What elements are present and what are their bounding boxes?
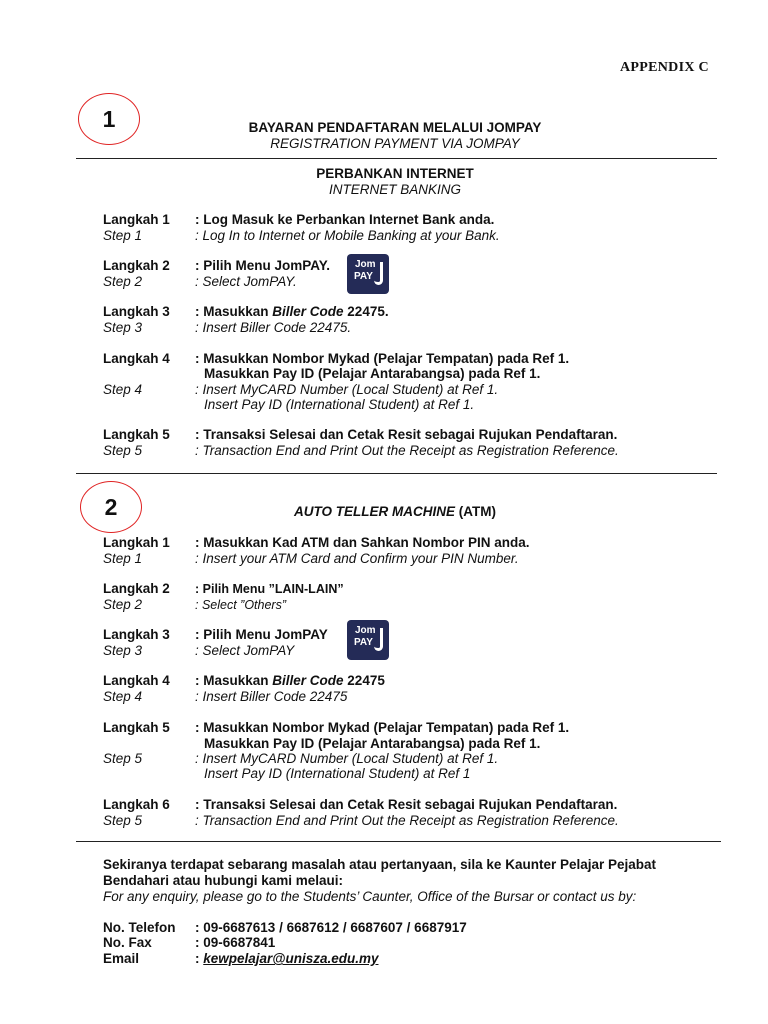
jompay-logo-text-1: Jom <box>355 625 376 636</box>
s2-step6-label-ms: Langkah 6 <box>103 797 170 812</box>
section-1-subtitle-ms: PERBANKAN INTERNET <box>316 166 474 181</box>
s1-step2-text-en: : Select JomPAY. <box>195 274 297 289</box>
divider <box>76 158 717 159</box>
s1-step3-label-ms: Langkah 3 <box>103 304 170 319</box>
s2-step1-text-ms: : Masukkan Kad ATM dan Sahkan Nombor PIN anda. <box>195 535 530 550</box>
jompay-logo-text-2: PAY <box>354 637 373 648</box>
s1-step4-text-en: : Insert MyCARD Number (Local Student) at Ref 1. <box>195 382 499 397</box>
jompay-hook-icon <box>374 262 383 285</box>
section-1-title-en: REGISTRATION PAYMENT VIA JOMPAY <box>270 136 520 151</box>
s1-step5-text-ms: : Transaksi Selesai dan Cetak Resit sebagai Rujukan Pendaftaran. <box>195 427 618 442</box>
s2-step1-label-en: Step 1 <box>103 551 143 566</box>
divider <box>76 841 721 842</box>
phone-label: No. Telefon <box>103 920 176 935</box>
s1-step4-label-en: Step 4 <box>103 382 143 397</box>
fax-label: No. Fax <box>103 935 152 950</box>
email-colon: : <box>195 951 204 966</box>
s1-step4-text-ms: : Masukkan Nombor Mykad (Pelajar Tempatan) pada Ref 1. <box>195 351 570 366</box>
enquiry-text-ms: Sekiranya terdapat sebarang masalah atau pertanyaan, sila ke Kaunter Pelajar Pejabat Bendahari atau hubungi kami melaui: <box>103 857 657 888</box>
s2-step5-label-ms: Langkah 5 <box>103 720 170 735</box>
section-2-title-b: (ATM) <box>455 504 496 519</box>
s1-step5-label-en: Step 5 <box>103 443 143 458</box>
s2-step2-text-ms: : Pilih Menu ”LAIN-LAIN” <box>195 582 344 596</box>
section-1-title-ms: BAYARAN PENDAFTARAN MELALUI JOMPAY <box>248 120 542 135</box>
s2-step6-label-en: Step 5 <box>103 813 143 828</box>
jompay-hook-icon <box>374 628 383 651</box>
jompay-logo-icon <box>347 620 389 660</box>
s2-step1-text-en: : Insert your ATM Card and Confirm your PIN Number. <box>195 551 519 566</box>
s1-step2-text-ms: : Pilih Menu JomPAY. <box>195 258 331 273</box>
appendix-label: APPENDIX C <box>620 60 709 75</box>
section-1-subtitle-en: INTERNET BANKING <box>328 182 461 197</box>
email-label: Email <box>103 951 140 966</box>
jompay-logo-text-2: PAY <box>354 271 373 282</box>
s2-step5-text-ms: : Masukkan Nombor Mykad (Pelajar Tempatan) pada Ref 1. <box>195 720 570 735</box>
s2-step6-text-en: : Transaction End and Print Out the Receipt as Registration Reference. <box>195 813 619 828</box>
s2-step3-text-ms: : Pilih Menu JomPAY <box>195 627 328 642</box>
s1-step1-label-en: Step 1 <box>103 228 143 243</box>
s1-step1-text-ms: : Log Masuk ke Perbankan Internet Bank anda. <box>195 212 495 227</box>
s2-step6-text-ms: : Transaksi Selesai dan Cetak Resit sebagai Rujukan Pendaftaran. <box>195 797 618 812</box>
s1-step2-label-ms: Langkah 2 <box>103 258 170 273</box>
s1-step2-label-en: Step 2 <box>103 274 143 289</box>
s1-step3-text-en: : Insert Biller Code 22475. <box>195 320 352 335</box>
s1-step1-text-en: : Log In to Internet or Mobile Banking at your Bank. <box>195 228 500 243</box>
s1-step4-text-en-2: Insert Pay ID (International Student) at Ref 1. <box>204 397 475 412</box>
s1-step5-text-en: : Transaction End and Print Out the Receipt as Registration Reference. <box>195 443 619 458</box>
jompay-logo-text-1: Jom <box>355 259 376 270</box>
email-link[interactable]: kewpelajar@unisza.edu.my <box>203 951 379 966</box>
enquiry-text-en: For any enquiry, please go to the Students’ Caunter, Office of the Bursar or contact us by: <box>103 889 637 904</box>
s2-step4-label-en: Step 4 <box>103 689 143 704</box>
section-1-number: 1 <box>102 105 116 132</box>
s2-step4-label-ms: Langkah 4 <box>103 673 170 688</box>
s1-step3-text-c: 22475. <box>343 304 389 319</box>
s2-step5-text-en-2: Insert Pay ID (International Student) at Ref 1 <box>204 766 471 781</box>
s2-step4-text-c: 22475 <box>343 673 385 688</box>
s2-step2-text-en: : Select ”Others” <box>195 598 286 612</box>
s2-step5-text-en: : Insert MyCARD Number (Local Student) at Ref 1. <box>195 751 499 766</box>
s1-step1-label-ms: Langkah 1 <box>103 212 170 227</box>
s2-step5-text-ms-2: Masukkan Pay ID (Pelajar Antarabangsa) pada Ref 1. <box>204 736 541 751</box>
phone-value: : 09-6687613 / 6687612 / 6687607 / 6687917 <box>195 920 467 935</box>
s2-step4-biller-code: Biller Code <box>272 673 344 688</box>
section-2-title <box>0 504 768 519</box>
email-row <box>195 951 378 966</box>
s2-step3-label-en: Step 3 <box>103 643 143 658</box>
jompay-logo-icon <box>347 254 389 294</box>
s1-step3-label-en: Step 3 <box>103 320 143 335</box>
s1-step3-text-ms <box>195 304 389 319</box>
s2-step4-text-a: : Masukkan <box>195 673 273 688</box>
section-2-number: 2 <box>104 493 118 520</box>
s2-step2-label-ms: Langkah 2 <box>103 581 170 596</box>
s2-step3-text-en: : Select JomPAY <box>195 643 295 658</box>
s1-step3-text-a: : Masukkan <box>195 304 273 319</box>
s1-step3-biller-code: Biller Code <box>272 304 344 319</box>
fax-value: : 09-6687841 <box>195 935 276 950</box>
divider <box>76 473 717 474</box>
s2-step1-label-ms: Langkah 1 <box>103 535 170 550</box>
s1-step5-label-ms: Langkah 5 <box>103 427 170 442</box>
section-2-title-a: AUTO TELLER MACHINE <box>294 504 455 519</box>
s2-step5-label-en: Step 5 <box>103 751 143 766</box>
s1-step4-text-ms-2: Masukkan Pay ID (Pelajar Antarabangsa) pada Ref 1. <box>204 366 541 381</box>
s2-step4-text-ms <box>195 673 385 688</box>
s2-step4-text-en: : Insert Biller Code 22475 <box>195 689 348 704</box>
s2-step2-label-en: Step 2 <box>103 597 143 612</box>
s2-step3-label-ms: Langkah 3 <box>103 627 170 642</box>
s1-step4-label-ms: Langkah 4 <box>103 351 170 366</box>
